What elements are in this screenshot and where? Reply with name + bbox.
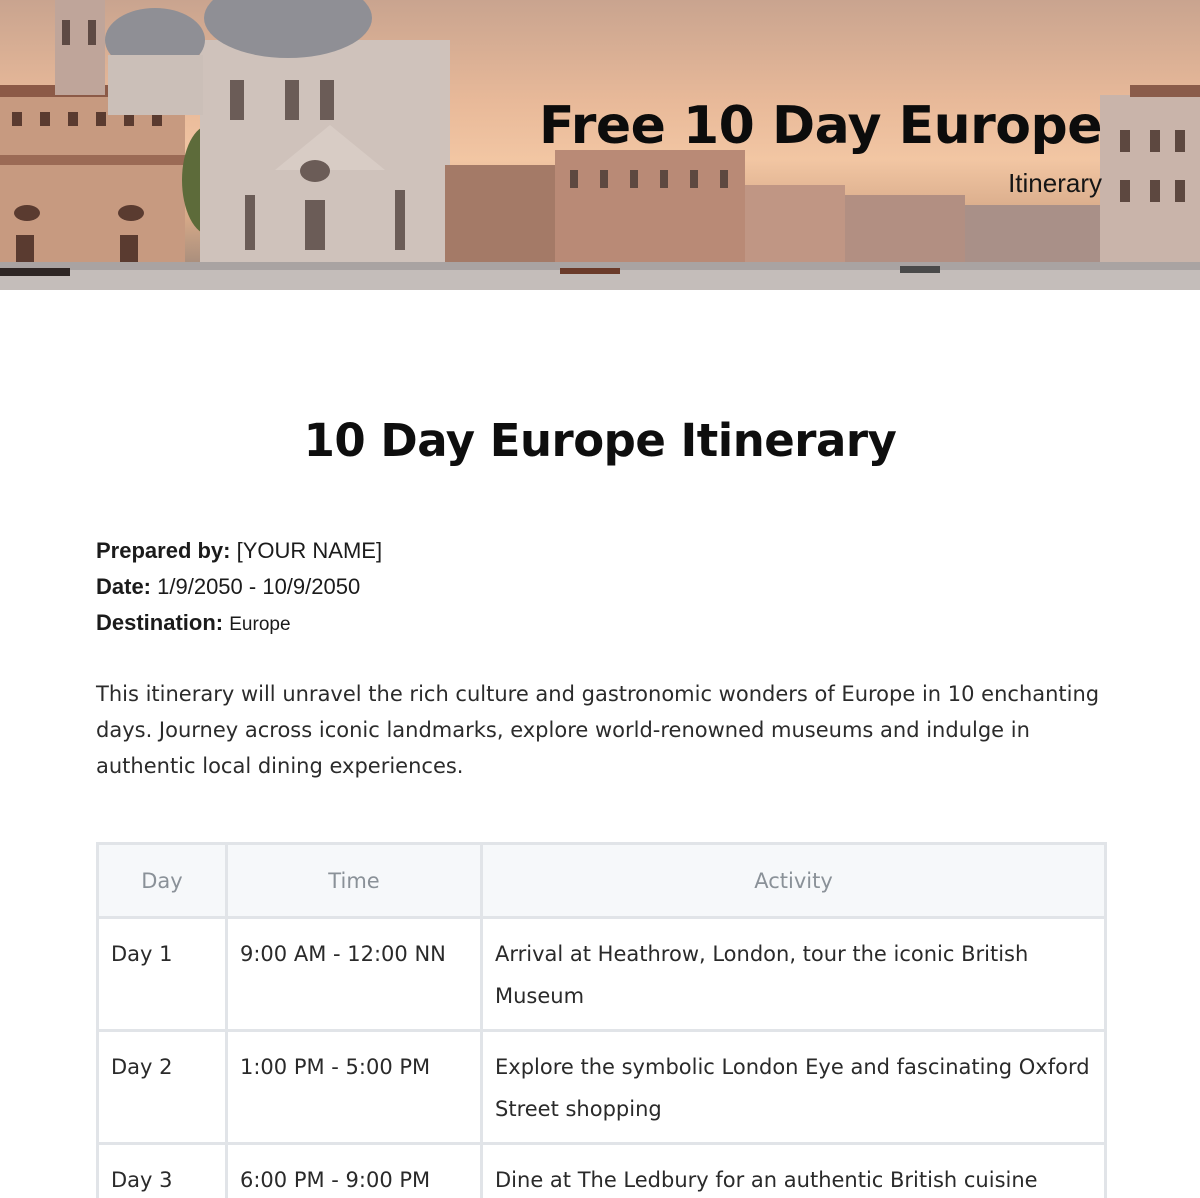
date-label: Date: [96, 574, 152, 599]
table-row [98, 1144, 1106, 1198]
activity-cell: Arrival at Heathrow, London, tour the iconic British Museum [482, 918, 1106, 1031]
table-row [98, 1031, 1106, 1144]
prepared-by-value: [YOUR NAME] [236, 538, 383, 563]
day-cell: Day 1 [98, 918, 227, 1031]
banner-title: Free 10 Day Europe [539, 96, 1102, 156]
banner-subtitle: Itinerary [1008, 168, 1102, 198]
table-row [98, 918, 1106, 1031]
header-banner [0, 0, 1200, 290]
column-header-activity: Activity [482, 844, 1106, 918]
itinerary-table [96, 842, 1107, 1198]
time-cell: 6:00 PM - 9:00 PM [227, 1144, 482, 1198]
destination-row [96, 608, 382, 644]
destination-value: Europe [229, 614, 291, 635]
day-cell: Day 2 [98, 1031, 227, 1144]
activity-cell: Explore the symbolic London Eye and fascinating Oxford Street shopping [482, 1031, 1106, 1144]
destination-label: Destination: [96, 610, 224, 635]
time-cell: 9:00 AM - 12:00 NN [227, 918, 482, 1031]
column-header-day: Day [98, 844, 227, 918]
time-cell: 1:00 PM - 5:00 PM [227, 1031, 482, 1144]
prepared-by-row [96, 536, 382, 572]
meta-block [96, 536, 382, 644]
activity-cell: Dine at The Ledbury for an authentic British cuisine [482, 1144, 1106, 1198]
column-header-time: Time [227, 844, 482, 918]
date-row [96, 572, 382, 608]
prepared-by-label: Prepared by: [96, 538, 231, 563]
day-cell: Day 3 [98, 1144, 227, 1198]
page-title: 10 Day Europe Itinerary [303, 414, 897, 467]
intro-paragraph: This itinerary will unravel the rich culture and gastronomic wonders of Europe in 10 enchanting days. Journey across iconic landmarks, explore world-renowned museums and indulge in authentic local dining experiences. [96, 682, 1100, 778]
itinerary-table-container [96, 842, 1104, 1198]
date-value: 1/9/2050 - 10/9/2050 [157, 574, 361, 599]
table-header-row [98, 844, 1106, 918]
